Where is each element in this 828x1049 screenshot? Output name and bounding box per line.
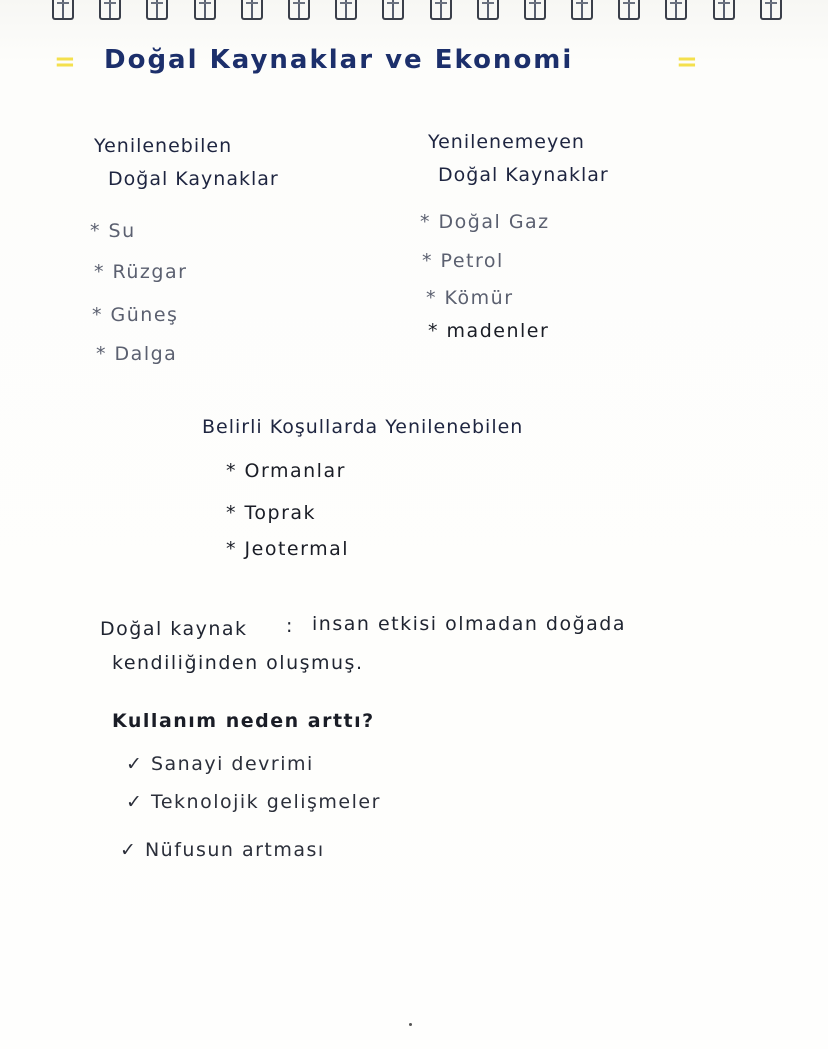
definition-term: Doğal kaynak (100, 618, 248, 640)
pen-dot (409, 1023, 412, 1026)
nonrenewable-item-oil: * Petrol (422, 250, 504, 272)
spiral-ring-icon (382, 0, 404, 20)
reason-item-industrial-revolution: ✓ Sanayi devrimi (126, 753, 314, 775)
spiral-ring-icon (760, 0, 782, 20)
definition-text-line1: insan etkisi olmadan doğada (312, 613, 627, 635)
spiral-ring-icon (146, 0, 168, 20)
spiral-ring-icon (194, 0, 216, 20)
title-decoration-left: = (54, 47, 76, 77)
nonrenewable-item-coal: * Kömür (426, 287, 514, 309)
conditional-item-forests: * Ormanlar (226, 460, 346, 482)
conditional-item-geothermal: * Jeotermal (226, 538, 350, 560)
renewable-item-wave: * Dalga (96, 343, 178, 365)
spiral-ring-icon (665, 0, 687, 20)
reason-item-technology: ✓ Teknolojik gelişmeler (126, 791, 381, 813)
renewable-item-water: * Su (90, 220, 136, 242)
question-heading: Kullanım neden arttı? (112, 710, 375, 732)
renewable-item-sun: * Güneş (92, 304, 179, 326)
spiral-ring-icon (524, 0, 546, 20)
spiral-ring-icon (430, 0, 452, 20)
spiral-ring-icon (52, 0, 74, 20)
renewable-heading-line1: Yenilenebilen (94, 135, 233, 157)
spiral-ring-icon (288, 0, 310, 20)
nonrenewable-heading-line1: Yenilenemeyen (428, 131, 585, 153)
spiral-ring-icon (335, 0, 357, 20)
spiral-ring-icon (241, 0, 263, 20)
definition-separator: : (286, 615, 294, 637)
definition-text-line2: kendiliğinden oluşmuş. (112, 652, 364, 674)
reason-item-population: ✓ Nüfusun artması (120, 839, 325, 861)
renewable-item-wind: * Rüzgar (94, 261, 188, 283)
nonrenewable-item-minerals: * madenler (428, 320, 550, 342)
spiral-ring-icon (618, 0, 640, 20)
spiral-ring-icon (99, 0, 121, 20)
spiral-ring-icon (713, 0, 735, 20)
page-title: Doğal Kaynaklar ve Ekonomi (104, 45, 574, 75)
spiral-ring-icon (477, 0, 499, 20)
renewable-heading-line2: Doğal Kaynaklar (108, 168, 279, 190)
title-decoration-right: = (676, 47, 698, 77)
conditional-item-soil: * Toprak (226, 502, 317, 524)
nonrenewable-item-gas: * Doğal Gaz (420, 211, 550, 233)
spiral-ring-icon (571, 0, 593, 20)
conditional-heading: Belirli Koşullarda Yenilenebilen (202, 416, 524, 438)
nonrenewable-heading-line2: Doğal Kaynaklar (438, 164, 609, 186)
spiral-binding (0, 0, 828, 24)
